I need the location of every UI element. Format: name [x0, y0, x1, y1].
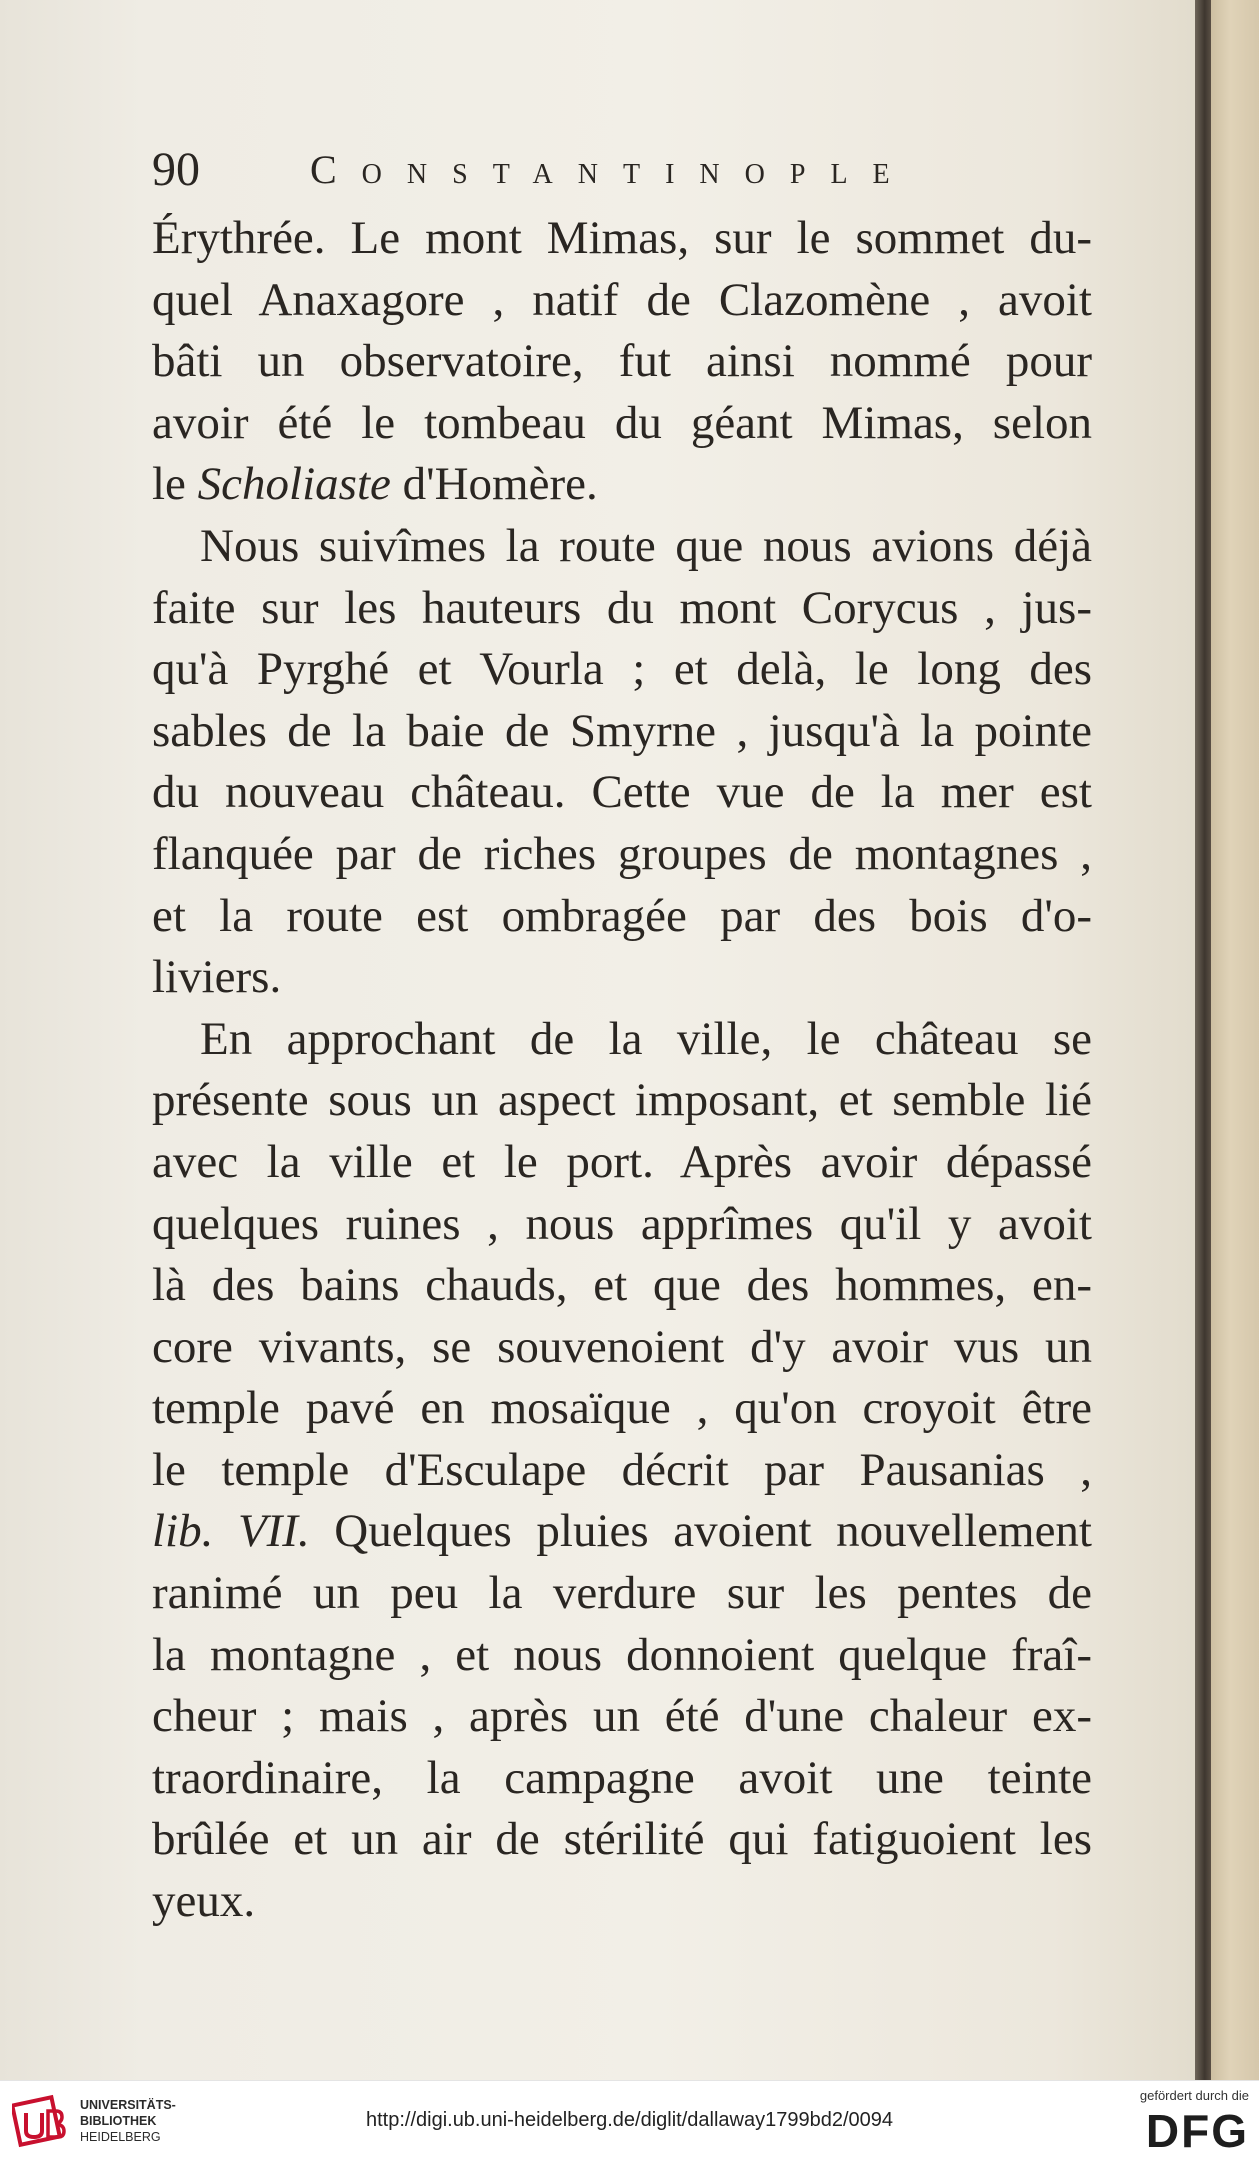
dfg-logo: DFG	[1145, 2105, 1249, 2157]
funding-notice	[1099, 2087, 1249, 2157]
funding-caption: gefördert durch die	[1139, 2088, 1249, 2103]
text-line: le temple d'Esculape décrit par Pausanias ,	[152, 1443, 1092, 1496]
book-gutter-shadow	[1195, 0, 1211, 2080]
text-line: là des bains chauds, et que des hommes, en-	[152, 1259, 1092, 1312]
text-line: Érythrée. Le mont Mimas, sur le sommet du-	[152, 212, 1092, 264]
digital-copy-url	[0, 2109, 1259, 2132]
text-line: du nouveau château. Cette vue de la mer est	[152, 766, 1092, 819]
text-line: bâti un observatoire, fut ainsi nommé pour	[152, 335, 1092, 388]
running-title: Constantinople	[310, 147, 915, 192]
text-line: avoir été le tombeau du géant Mimas, selon	[152, 396, 1092, 449]
text-line: En approchant de la ville, le château se	[200, 1012, 1092, 1065]
text-line: brûlée et un air de stérilité qui fatiguoient les	[152, 1813, 1092, 1866]
text-line: quel Anaxagore , natif de Clazomène , avoit	[152, 273, 1092, 326]
text-line: lib. VII. Quelques pluies avoient nouvellement	[152, 1505, 1092, 1558]
text-line: sables de la baie de Smyrne , jusqu'à la pointe	[152, 704, 1092, 757]
text-line: yeux.	[152, 1875, 256, 1928]
body-text	[152, 208, 1092, 1933]
library-name: UNIVERSITÄTS- BIBLIOTHEK HEIDELBERG	[80, 2098, 176, 2144]
text-line: liviers.	[152, 951, 282, 1004]
text-line: qu'à Pyrghé et Vourla ; et delà, le long des	[152, 643, 1092, 696]
text-line: présente sous un aspect imposant, et semble lié	[152, 1074, 1092, 1127]
text-line: et la route est ombragée par des bois d'o-	[152, 889, 1092, 942]
text-line: ranimé un peu la verdure sur les pentes de	[152, 1567, 1092, 1620]
text-line: traordinaire, la campagne avoit une teinte	[152, 1751, 1092, 1804]
text-line: le Scholiaste d'Homère.	[152, 458, 598, 511]
text-line: avec la ville et le port. Après avoir dépassé	[152, 1135, 1092, 1188]
italic-text: Scholiaste	[197, 458, 391, 511]
text-line: la montagne , et nous donnoient quelque fraî-	[152, 1628, 1092, 1681]
text-line: cheur ; mais , après un été d'une chaleur ex-	[152, 1690, 1092, 1743]
digital-copy-url-link[interactable]: http://digi.ub.uni-heidelberg.de/diglit/dallaway1799bd2/0094	[365, 2109, 894, 2131]
text-line: flanquée par de riches groupes de montagnes ,	[152, 827, 1092, 880]
page-header	[152, 140, 972, 200]
text-line: quelques ruines , nous apprîmes qu'il y avoit	[152, 1197, 1092, 1250]
text-line: core vivants, se souvenoient d'y avoir vus un	[152, 1320, 1092, 1373]
text-line: faite sur les hauteurs du mont Corycus , jus-	[152, 581, 1092, 634]
page-number: 90	[152, 143, 200, 196]
italic-text: lib. VII.	[152, 1505, 310, 1558]
book-page-edges	[1211, 0, 1259, 2080]
text-line: temple pavé en mosaïque , qu'on croyoit être	[152, 1382, 1092, 1435]
footer-bar	[0, 2080, 1259, 2165]
text-line: Nous suivîmes la route que nous avions déjà	[200, 519, 1092, 572]
